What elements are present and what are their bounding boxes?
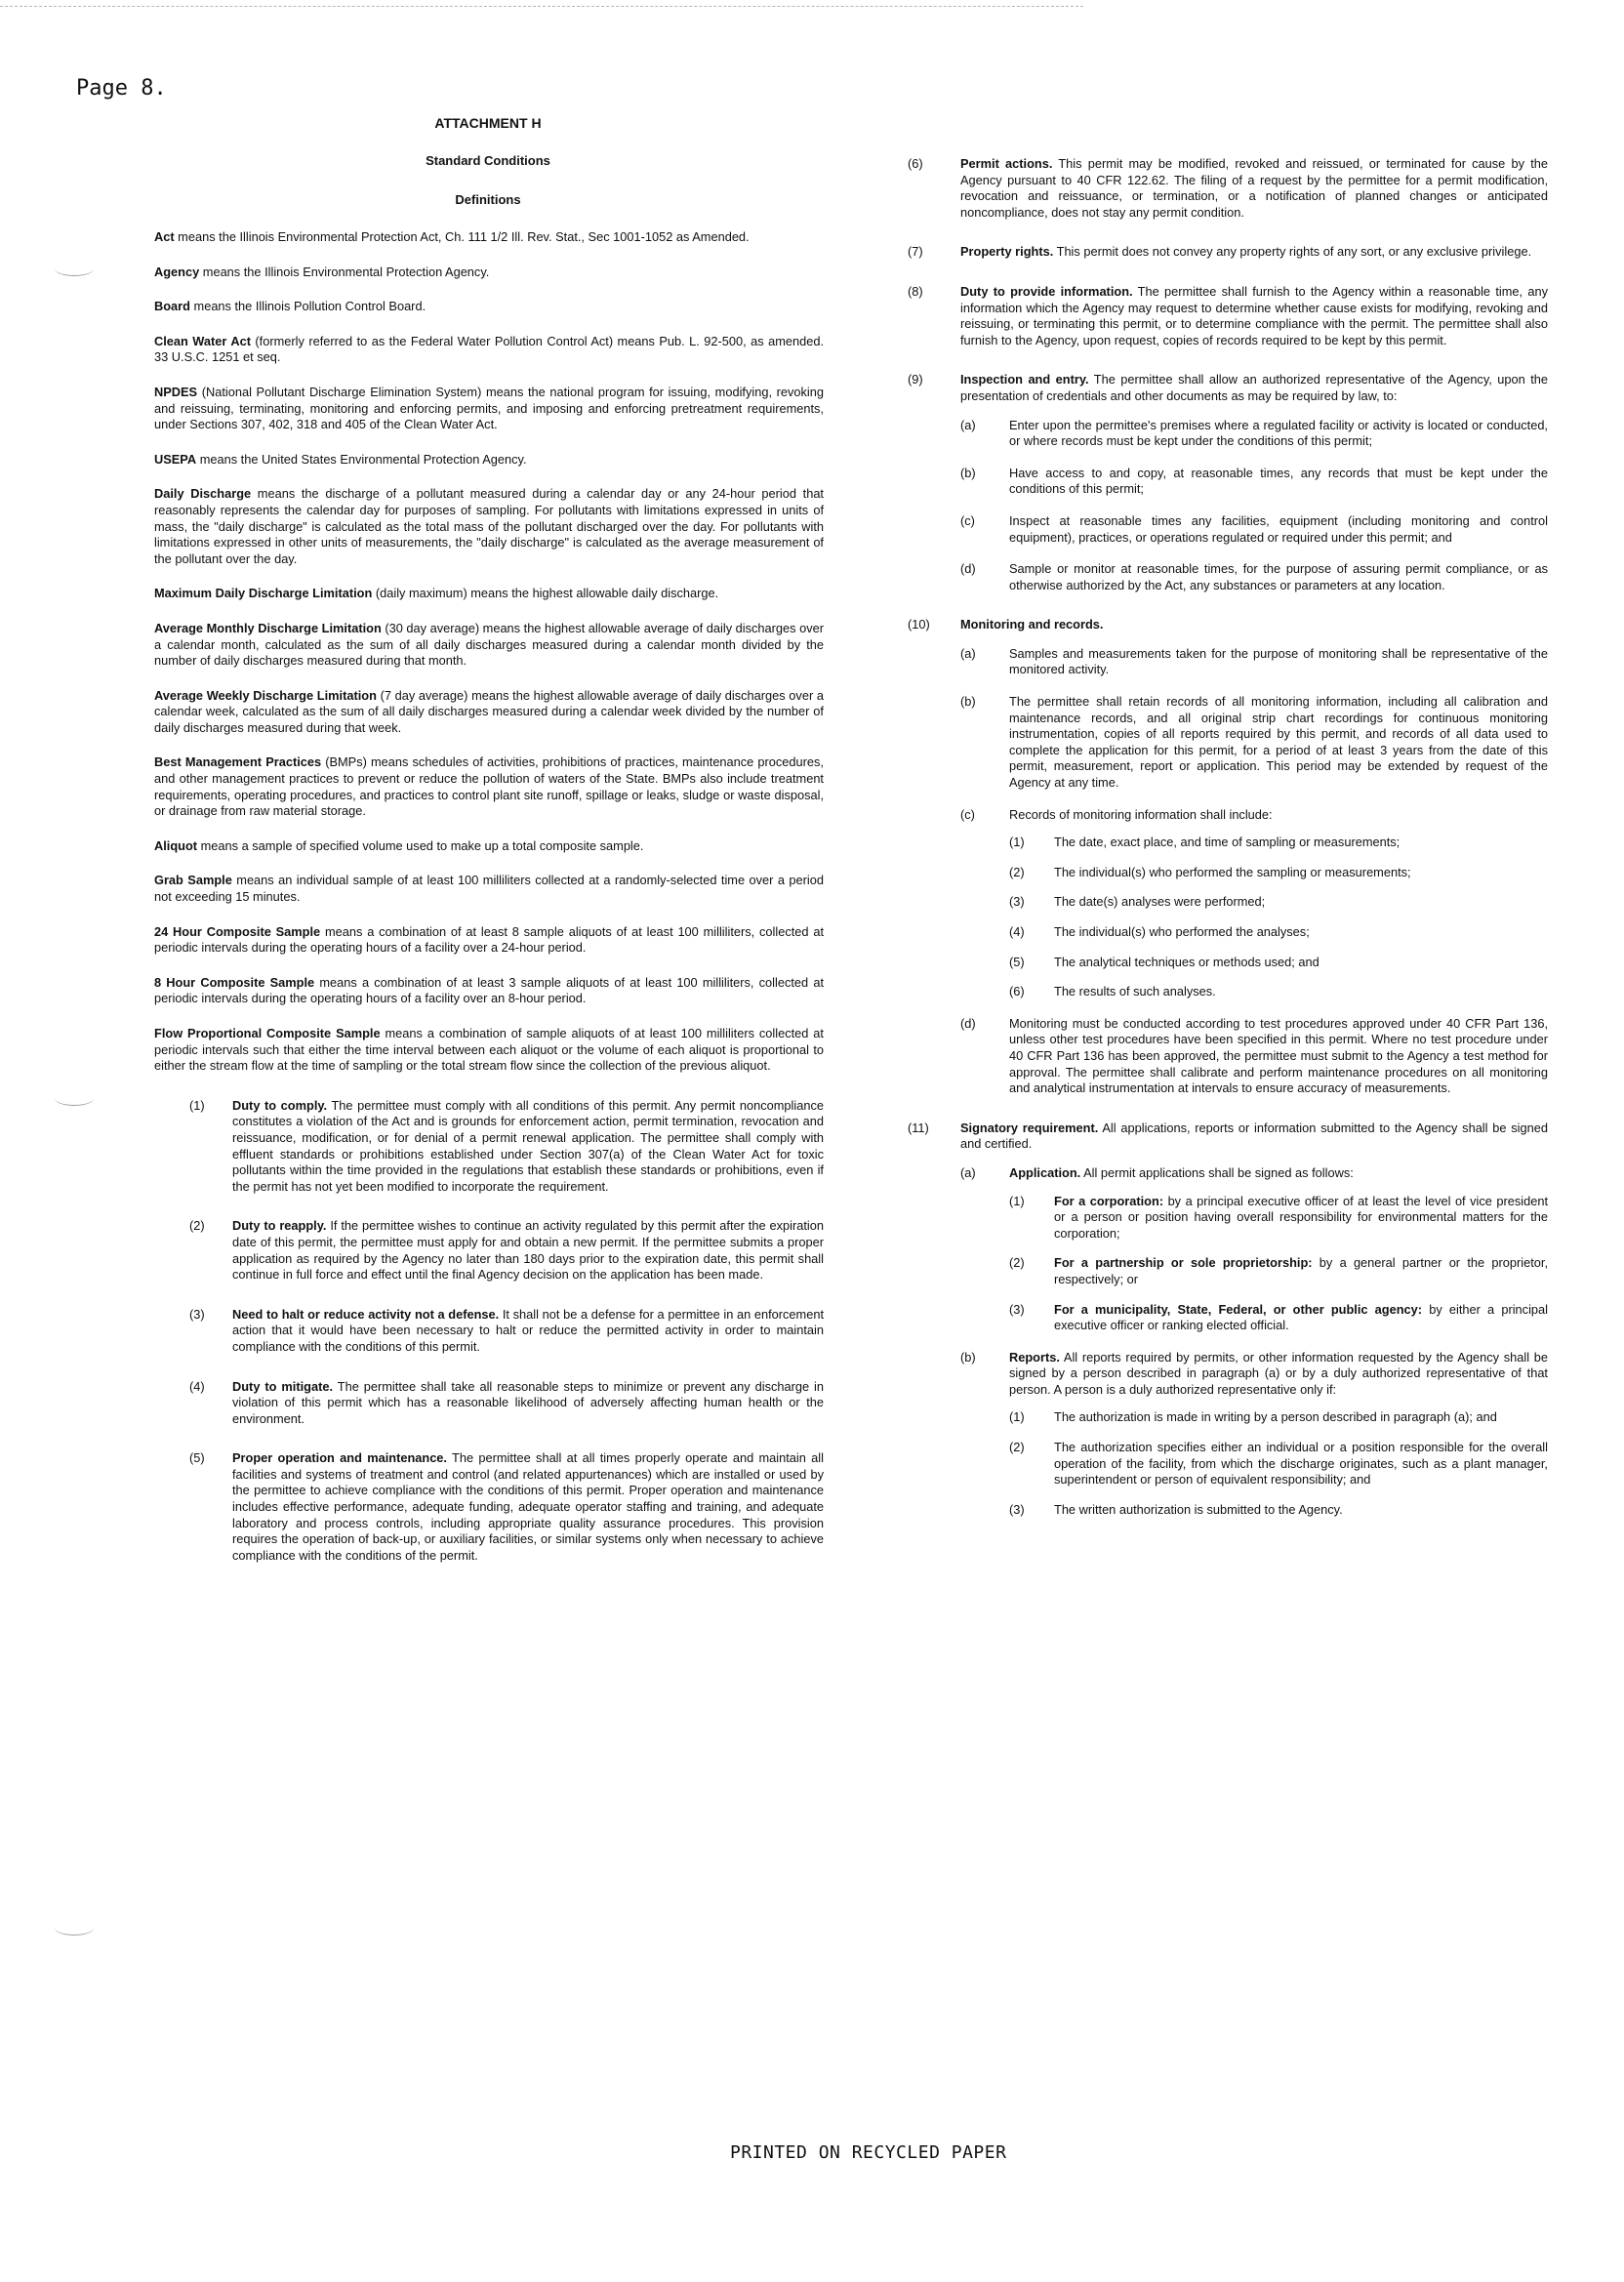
definition bbox=[154, 452, 824, 469]
text: (2) bbox=[189, 1218, 205, 1234]
text: (30 day average) means the highest allowable average of daily discharges over a calendar month, calculated as the sum of all daily discharges measured during a calendar month divided by the number of daily discharges measured during that month. bbox=[154, 620, 824, 669]
text: Duty to comply. bbox=[232, 1097, 328, 1113]
text: The permittee shall take all reasonable steps to minimize or prevent any discharge in violation of this permit which has a reasonable likelihood of adversely affecting human health or the environment. bbox=[232, 1378, 825, 1426]
text: means a combination of sample aliquots of at least 100 milliliters collected at periodic intervals such that either the time interval between each aliquot or the volume of each aliquot is proportional to either the stream flow at the time of sampling or the total stream flow since the collection of the previous aliquot. bbox=[154, 1026, 824, 1074]
text: The permittee shall furnish to the Agency within a reasonable time, any information which the Agency may request to determine whether cause exists for modifying, revoking and reissuing, or terminating this permit, or to determine compliance with the permit. The permittee shall also furnish to the Agency, upon request, copies of records required to be kept by this permit. bbox=[960, 283, 1548, 347]
text: All applications, reports or information submitted to the Agency shall be signed and certified. bbox=[960, 1120, 1548, 1152]
text: (7 day average) means the highest allowable average of daily discharges over a calendar week, calculated as the sum of all daily discharges measured during a calendar week divided by the number of daily discharges measured during that week. bbox=[154, 687, 824, 735]
text: The permittee shall at all times properly operate and maintain all facilities and systems of treatment and control (and related appurtenances) which are installed or used by the permittee to achieve compliance with the conditions of this permit. Proper operation and maintenance includes effective performance, adequate funding, adequate operator staffing and training, and adequate laboratory and process controls, including appropriate quality assurance procedures. This provision requires the operation of back-up, or auxiliary facilities, or similar systems only when necessary to achieve compliance with the conditions of the permit. bbox=[232, 1450, 824, 1563]
definition bbox=[154, 975, 824, 1007]
text: Flow Proportional Composite Sample bbox=[154, 1026, 381, 1040]
list-item bbox=[1009, 894, 1548, 911]
text: Average Weekly Discharge Limitation bbox=[154, 687, 377, 703]
sub-item bbox=[960, 1350, 1548, 1519]
text: Inspect at reasonable times any facilities, equipment (including monitoring and control equipment), practices, or operations regulated or required under this permit; and bbox=[1009, 512, 1548, 545]
text: Board bbox=[154, 299, 190, 314]
text: Inspection and entry. bbox=[960, 372, 1089, 387]
text: (1) bbox=[1009, 1193, 1025, 1208]
list-item bbox=[1009, 1302, 1548, 1334]
list-item bbox=[1009, 835, 1548, 851]
text: (4) bbox=[189, 1378, 205, 1394]
condition-item bbox=[908, 617, 1548, 1096]
text: (10) bbox=[908, 617, 930, 632]
text: means an individual sample of at least 100 milliliters collected at a randomly-selected time over a period not exceeding 15 minutes. bbox=[154, 873, 824, 905]
text: (formerly referred to as the Federal Water Pollution Control Act) means Pub. L. 92-500, as amended. 33 U.S.C. 1251 et seq. bbox=[154, 333, 824, 365]
text: means a combination of at least 3 sample aliquots of at least 100 milliliters, collected at periodic intervals during the operating hours of a facility over an 8-hour period. bbox=[154, 974, 825, 1006]
text: means the Illinois Pollution Control Board. bbox=[189, 299, 426, 314]
sub-item bbox=[960, 418, 1548, 450]
text: (b) bbox=[960, 465, 976, 480]
condition-item bbox=[908, 244, 1548, 261]
text: Samples and measurements taken for the purpose of monitoring shall be representative of the monitored activity. bbox=[1009, 645, 1548, 677]
right-column bbox=[908, 156, 1548, 1541]
page-number: Page 8. bbox=[76, 76, 167, 101]
text: means a combination of at least 8 sample aliquots of at least 100 milliliters, collected at periodic intervals during the operating hours of a facility over a 24-hour period. bbox=[154, 923, 825, 956]
punch-hole-mark bbox=[55, 262, 94, 276]
text: Need to halt or reduce activity not a defense. bbox=[232, 1306, 500, 1322]
text: Monitoring must be conducted according to test procedures approved under 40 CFR Part 136, unless other test procedures have been specified in this permit. Where no test procedure under 40 CFR Part 136 has been approved, the permittee must submit to the Agency a test method for approval. The permittee shall calibrate and perform maintenance procedures on all monitoring and analytical instrumentation at intervals to ensure accuracy of measurements. bbox=[1009, 1015, 1548, 1096]
definition bbox=[154, 229, 824, 246]
text: (2) bbox=[1009, 864, 1025, 879]
text: NPDES bbox=[154, 384, 198, 399]
text: Best Management Practices bbox=[154, 754, 322, 770]
list-item bbox=[1009, 1440, 1548, 1488]
text: All permit applications shall be signed as follows: bbox=[1080, 1164, 1354, 1180]
section-title: Standard Conditions bbox=[426, 153, 550, 168]
text: (c) bbox=[960, 806, 975, 822]
text: (3) bbox=[189, 1306, 205, 1322]
condition-item bbox=[908, 284, 1548, 348]
text: The permittee shall retain records of all monitoring information, including all calibration and maintenance records, and all original strip chart recordings for continuous monitoring instrumentation, copies of all reports required by this permit, and records of all data used to complete the application for this permit, for a period of at least 3 years from the date of this permit, measurement, report or application. This period may be extended by request of the Agency at any time. bbox=[1009, 694, 1548, 791]
text: (6) bbox=[908, 156, 923, 171]
text: This permit may be modified, revoked and reissued, or terminated for cause by the Agency pursuant to 40 CFR 122.62. The filing of a request by the permittee for a permit modification, revocation and reissuance, or termination, or a notification of planned changes or anticipated noncompliance, does not stay any permit condition. bbox=[960, 156, 1548, 220]
footer-note: PRINTED ON RECYCLED PAPER bbox=[730, 2142, 1007, 2163]
left-column bbox=[154, 229, 824, 1587]
list-item bbox=[1009, 955, 1548, 971]
definition bbox=[154, 924, 824, 957]
condition-item bbox=[908, 1121, 1548, 1519]
text: Records of monitoring information shall include: bbox=[1009, 806, 1273, 822]
sub-item bbox=[960, 646, 1548, 678]
list-item bbox=[1009, 1502, 1548, 1519]
text: (3) bbox=[1009, 1301, 1025, 1317]
text: (1) bbox=[1009, 835, 1025, 850]
list-item bbox=[1009, 1255, 1548, 1287]
condition-item bbox=[908, 372, 1548, 593]
text: Duty to mitigate. bbox=[232, 1378, 334, 1394]
text: Enter upon the permittee's premises where a regulated facility or activity is located or conducted, or where records must be kept under the conditions of this permit; bbox=[1009, 417, 1548, 449]
text: Sample or monitor at reasonable times, for the purpose of assuring permit compliance, or as otherwise authorized by the Act, any substances or parameters at any location. bbox=[1009, 561, 1548, 592]
sub-item bbox=[960, 561, 1548, 593]
text: (5) bbox=[189, 1450, 205, 1466]
text: Clean Water Act bbox=[154, 333, 251, 348]
text: Grab Sample bbox=[154, 873, 232, 888]
attachment-title: ATTACHMENT H bbox=[434, 115, 542, 131]
text: by a general partner or the proprietor, respectively; or bbox=[1054, 1255, 1548, 1286]
condition-item bbox=[154, 1098, 824, 1196]
definition bbox=[154, 334, 824, 366]
text: The individual(s) who performed the analyses; bbox=[1054, 924, 1310, 939]
text: (4) bbox=[1009, 924, 1025, 939]
list-item bbox=[1009, 924, 1548, 941]
text: (7) bbox=[908, 244, 923, 260]
punch-hole-mark bbox=[55, 1091, 94, 1106]
definition bbox=[154, 754, 824, 819]
sub-item bbox=[960, 466, 1548, 498]
text: The written authorization is submitted to the Agency. bbox=[1054, 1501, 1343, 1517]
text: The results of such analyses. bbox=[1054, 984, 1216, 999]
definition bbox=[154, 385, 824, 433]
definition bbox=[154, 265, 824, 281]
condition-item bbox=[154, 1450, 824, 1564]
text: (9) bbox=[908, 372, 923, 387]
text: The authorization specifies either an individual or a position responsible for the overall operation of the facility, from which the discharge originates, such as a plant manager, superintendent or person of equivalent responsibility; and bbox=[1054, 1440, 1548, 1487]
sub-item bbox=[960, 513, 1548, 546]
text: It shall not be a defense for a permittee in an enforcement action that it would have been necessary to halt or reduce the permitted activity in order to maintain compliance with the conditions of this permit. bbox=[232, 1306, 824, 1354]
text: The date(s) analyses were performed; bbox=[1054, 894, 1266, 910]
text: All reports required by permits, or other information requested by the Agency shall be signed by a person described in paragraph (a) or by a duly authorized representative of that person. A person is a duly authorized representative only if: bbox=[1009, 1349, 1548, 1397]
condition-item bbox=[908, 156, 1548, 221]
condition-item bbox=[154, 1379, 824, 1428]
text: (5) bbox=[1009, 954, 1025, 969]
text: USEPA bbox=[154, 451, 197, 467]
text: Have access to and copy, at reasonable times, any records that must be kept under the conditions of this permit; bbox=[1009, 465, 1548, 497]
definition bbox=[154, 586, 824, 602]
definition bbox=[154, 299, 824, 315]
text: (3) bbox=[1009, 1501, 1025, 1517]
text: by a principal executive officer of at least the level of vice president or a person or position having overall responsibility for environmental matters for the corporation; bbox=[1054, 1193, 1548, 1241]
text: Monitoring and records. bbox=[960, 617, 1104, 632]
text: If the permittee wishes to continue an activity regulated by this permit after the expiration date of this permit, the permittee must apply for and obtain a new permit. If the permittee submits a proper application as required by the Agency no later than 180 days prior to the expiration date, this permit shall continue in full force and effect until the final Agency decision on the application has been made. bbox=[232, 1218, 824, 1283]
text: Property rights. bbox=[960, 244, 1054, 260]
text: means the discharge of a pollutant measured during a calendar day or any 24-hour period that reasonably represents the calendar day for purposes of sampling. For pollutants with limitations expressed in units of mass, the "daily discharge" is calculated as the total mass of the pollutant discharged over the day. For pollutants with limitations expressed in other units of measurements, the "daily discharge" is calculated as the average measurement of the pollutant over the day. bbox=[154, 486, 824, 566]
text: Reports. bbox=[1009, 1349, 1060, 1365]
text: Permit actions. bbox=[960, 156, 1053, 171]
text: For a corporation: bbox=[1054, 1193, 1164, 1208]
text: The date, exact place, and time of sampling or measurements; bbox=[1054, 835, 1401, 850]
text: Aliquot bbox=[154, 837, 198, 853]
text: The authorization is made in writing by a person described in paragraph (a); and bbox=[1054, 1409, 1497, 1425]
text: by either a principal executive officer or ranking elected official. bbox=[1054, 1301, 1548, 1333]
definition bbox=[154, 688, 824, 737]
text: (a) bbox=[960, 1164, 976, 1180]
text: (b) bbox=[960, 694, 976, 710]
list-item bbox=[1009, 984, 1548, 1000]
text: (1) bbox=[189, 1097, 205, 1113]
text: Daily Discharge bbox=[154, 486, 252, 502]
definition bbox=[154, 873, 824, 905]
text: 24 Hour Composite Sample bbox=[154, 923, 321, 939]
text: (2) bbox=[1009, 1440, 1025, 1455]
text: The permittee shall allow an authorized representative of the Agency, upon the presentation of credentials and other documents as may be required by law, to: bbox=[960, 372, 1548, 403]
sub-item bbox=[960, 807, 1548, 1000]
text: Duty to reapply. bbox=[232, 1218, 327, 1234]
text: (8) bbox=[908, 283, 923, 299]
text: The permittee must comply with all conditions of this permit. Any permit noncompliance constitutes a violation of the Act and is grounds for enforcement action, permit termination, revocation and reissuance, modification, or for denial of a permit renewal application. The permittee shall comply with effluent standards or prohibitions established under Section 307(a) of the Clean Water Act for toxic pollutants within the time provided in the regulations that establish these standards or prohibitions, even if the permit has not yet been modified to incorporate the requirement. bbox=[232, 1097, 824, 1194]
punch-hole-mark bbox=[55, 1921, 94, 1936]
list-item bbox=[1009, 865, 1548, 881]
text: Duty to provide information. bbox=[960, 283, 1133, 299]
text: For a partnership or sole proprietorship: bbox=[1054, 1255, 1313, 1271]
text: means the Illinois Environmental Protection Agency. bbox=[199, 264, 490, 279]
sub-item bbox=[960, 694, 1548, 792]
definition bbox=[154, 486, 824, 567]
condition-item bbox=[154, 1218, 824, 1283]
text: (b) bbox=[960, 1349, 976, 1365]
text: Application. bbox=[1009, 1164, 1081, 1180]
text: The individual(s) who performed the sampling or measurements; bbox=[1054, 864, 1411, 879]
text: The analytical techniques or methods used; and bbox=[1054, 954, 1320, 969]
text: (3) bbox=[1009, 894, 1025, 910]
sub-item bbox=[960, 1165, 1548, 1334]
text: (1) bbox=[1009, 1409, 1025, 1425]
text: (a) bbox=[960, 417, 976, 432]
condition-item bbox=[154, 1307, 824, 1356]
text: Signatory requirement. bbox=[960, 1120, 1099, 1135]
top-rule bbox=[0, 6, 1083, 7]
text: (11) bbox=[908, 1120, 929, 1135]
text: (d) bbox=[960, 561, 976, 577]
text: This permit does not convey any property rights of any sort, or any exclusive privilege. bbox=[1053, 244, 1532, 260]
text: (2) bbox=[1009, 1255, 1025, 1271]
text: (6) bbox=[1009, 984, 1025, 999]
list-item bbox=[1009, 1194, 1548, 1243]
definition bbox=[154, 838, 824, 855]
text: For a municipality, State, Federal, or other public agency: bbox=[1054, 1301, 1423, 1317]
text: means a sample of specified volume used to make up a total composite sample. bbox=[197, 837, 644, 853]
text: (BMPs) means schedules of activities, prohibitions of practices, maintenance procedures, and other management practices to prevent or reduce the pollution of waters of the State. BMPs also include treatment requirements, operating procedures, and practices to control plant site runoff, spillage or leaks, sludge or waste disposal, or drainage from raw material storage. bbox=[154, 754, 824, 819]
text: Act bbox=[154, 229, 175, 244]
text: (daily maximum) means the highest allowable daily discharge. bbox=[372, 586, 719, 601]
text: Average Monthly Discharge Limitation bbox=[154, 620, 382, 635]
text: Agency bbox=[154, 264, 200, 279]
text: (c) bbox=[960, 512, 975, 528]
text: Maximum Daily Discharge Limitation bbox=[154, 586, 373, 601]
text: means the Illinois Environmental Protection Act, Ch. 111 1/2 Ill. Rev. Stat., Sec 1001-1052 as Amended. bbox=[174, 229, 750, 244]
text: (a) bbox=[960, 645, 976, 661]
text: (National Pollutant Discharge Elimination System) means the national program for issuing, modifying, revoking and reissuing, terminating, monitoring and enforcing permits, and imposing and enforcing pretreatment requirements, under Sections 307, 402, 318 and 405 of the Clean Water Act. bbox=[154, 384, 824, 432]
definition bbox=[154, 1026, 824, 1075]
definitions-title: Definitions bbox=[455, 192, 521, 207]
definition bbox=[154, 621, 824, 670]
sub-item bbox=[960, 1016, 1548, 1097]
list-item bbox=[1009, 1409, 1548, 1426]
text: (d) bbox=[960, 1015, 976, 1031]
text: Proper operation and maintenance. bbox=[232, 1450, 447, 1466]
text: 8 Hour Composite Sample bbox=[154, 974, 315, 990]
text: means the United States Environmental Protection Agency. bbox=[196, 451, 527, 467]
